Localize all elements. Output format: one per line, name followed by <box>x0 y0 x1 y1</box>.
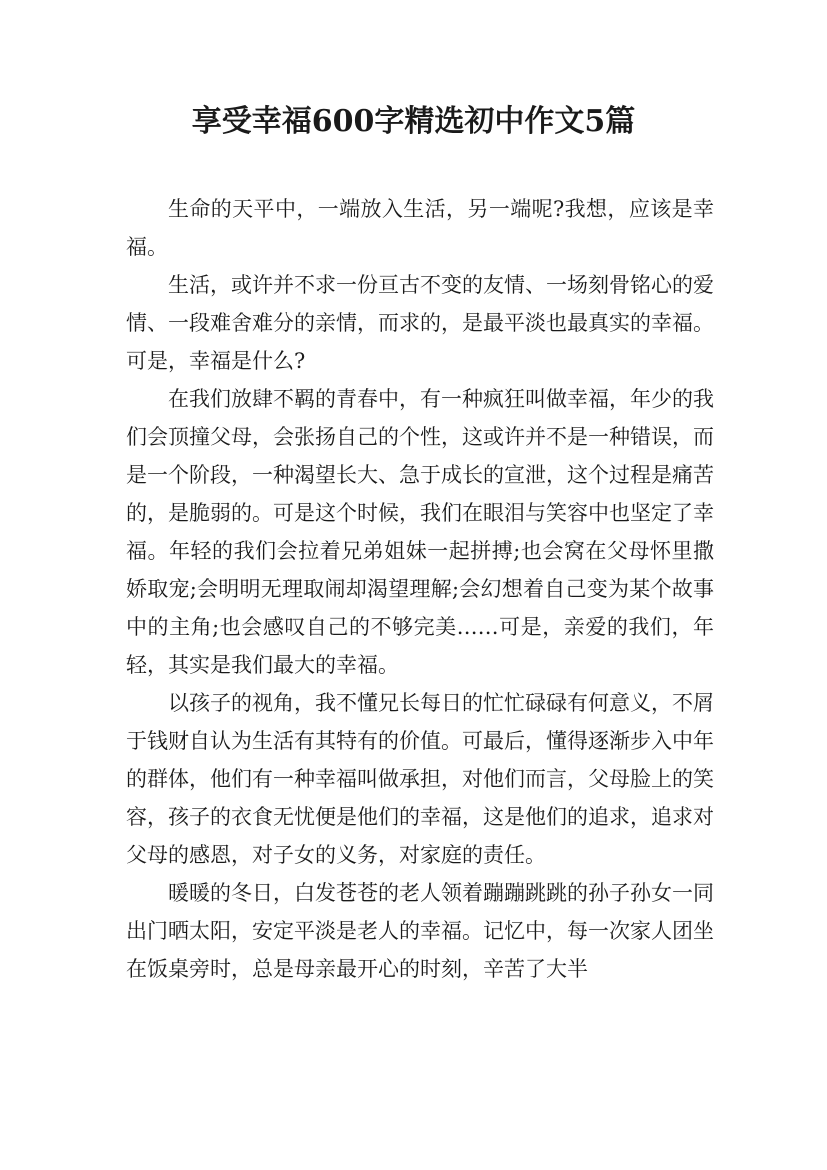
document-body <box>126 190 714 988</box>
paragraph-2: 生活，或许并不求一份亘古不变的友情、一场刻骨铭心的爱情、一段难舍难分的亲情，而求的，是最平淡也最真实的幸福。可是，幸福是什么? <box>126 273 714 373</box>
paragraph-4: 以孩子的视角，我不懂兄长每日的忙忙碌碌有何意义，不屑于钱财自认为生活有其特有的价值。可最后，懂得逐渐步入中年的群体，他们有一种幸福叫做承担，对他们而言，父母脸上的笑容，孩子的衣食无忧便是他们的幸福，这是他们的追求，追求对父母的感恩，对子女的义务，对家庭的责任。 <box>126 691 714 867</box>
document-title: 享受幸福600字精选初中作文5篇 <box>191 104 636 139</box>
paragraph-3: 在我们放肆不羁的青春中，有一种疯狂叫做幸福，年少的我们会顶撞父母，会张扬自己的个性，这或许并不是一种错误，而是一个阶段，一种渴望长大、急于成长的宣泄，这个过程是痛苦的，是脆弱的。可是这个时候，我们在眼泪与笑容中也坚定了幸福。年轻的我们会拉着兄弟姐妹一起拼搏;也会窝在父母怀里撒娇取宠;会明明无理取闹却渴望理解;会幻想着自己变为某个故事中的主角;也会感叹自己的不够完美……可是，亲爱的我们，年轻，其实是我们最大的幸福。 <box>126 387 714 677</box>
paragraph-5: 暖暖的冬日，白发苍苍的老人领着蹦蹦跳跳的孙子孙女一同出门晒太阳，安定平淡是老人的幸福。记忆中，每一次家人团坐在饭桌旁时，总是母亲最开心的时刻，辛苦了大半 <box>126 881 714 981</box>
paragraph-1: 生命的天平中，一端放入生活，另一端呢?我想，应该是幸福。 <box>126 197 714 259</box>
